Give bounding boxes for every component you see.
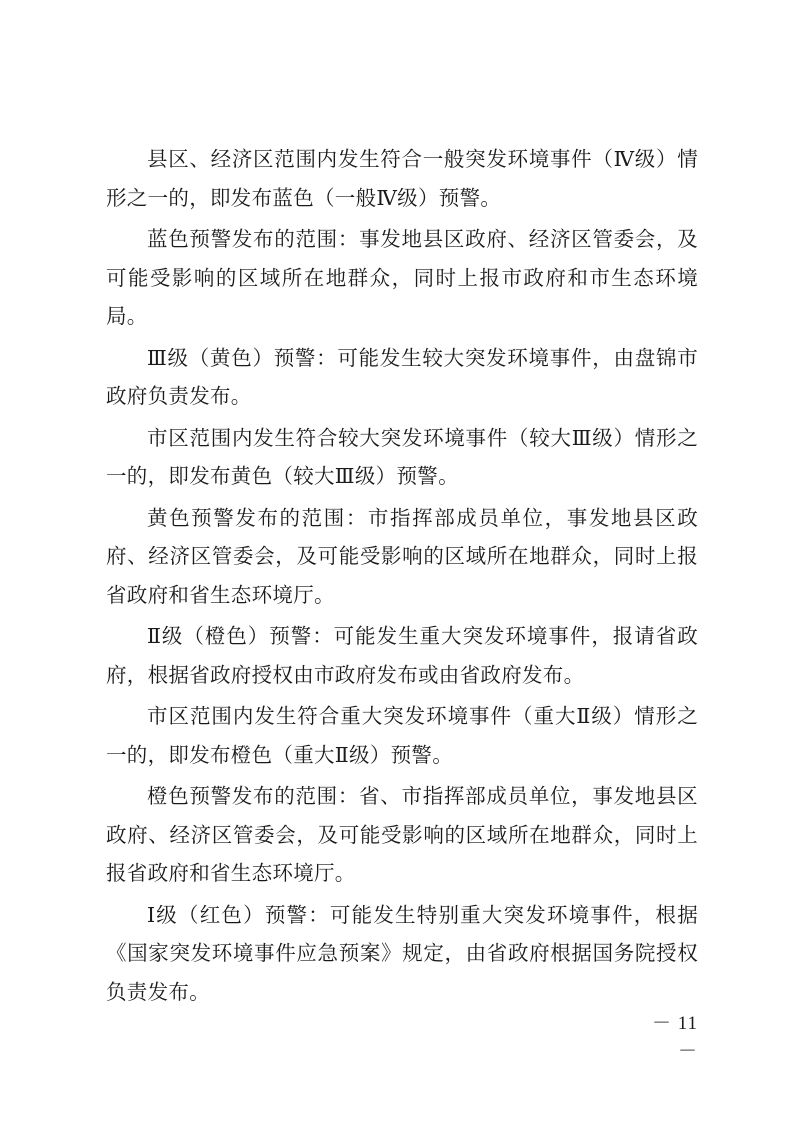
paragraph-yellow-warning-scope: 黄色预警发布的范围：市指挥部成员单位，事发地县区政府、经济区管委会，及可能受影响的区域所在地群众，同时上报省政府和省生态环境厅。 bbox=[106, 505, 698, 607]
page-number: － 11 － bbox=[651, 1013, 698, 1062]
paragraph-orange-warning-scope: 橙色预警发布的范围：省、市指挥部成员单位，事发地县区政府、经济区管委会，及可能受影响的区域所在地群众，同时上报省政府和省生态环境厅。 bbox=[106, 784, 698, 885]
document-body bbox=[106, 140, 698, 1014]
paragraph-level-2-orange-warning: Ⅱ级（橙色）预警：可能发生重大突发环境事件，报请省政府，根据省政府授权由市政府发布或由省政府发布。 bbox=[106, 624, 698, 687]
paragraph-county-blue-warning-condition: 县区、经济区范围内发生符合一般突发环境事件（Ⅳ级）情形之一的，即发布蓝色（一般Ⅳ级）预警。 bbox=[106, 147, 698, 210]
paragraph-yellow-warning-condition: 市区范围内发生符合较大突发环境事件（较大Ⅲ级）情形之一的，即发布黄色（较大Ⅲ级）预警。 bbox=[106, 425, 698, 488]
paragraph-blue-warning-scope: 蓝色预警发布的范围：事发地县区政府、经济区管委会，及可能受影响的区域所在地群众，同时上报市政府和市生态环境局。 bbox=[106, 227, 698, 328]
paragraph-orange-warning-condition: 市区范围内发生符合重大突发环境事件（重大Ⅱ级）情形之一的，即发布橙色（重大Ⅱ级）预警。 bbox=[106, 704, 698, 767]
paragraph-level-3-yellow-warning: Ⅲ级（黄色）预警：可能发生较大突发环境事件，由盘锦市政府负责发布。 bbox=[106, 345, 698, 408]
paragraph-level-1-red-warning: Ⅰ级（红色）预警：可能发生特别重大突发环境事件，根据《国家突发环境事件应急预案》规定，由省政府根据国务院授权负责发布。 bbox=[106, 902, 698, 1004]
